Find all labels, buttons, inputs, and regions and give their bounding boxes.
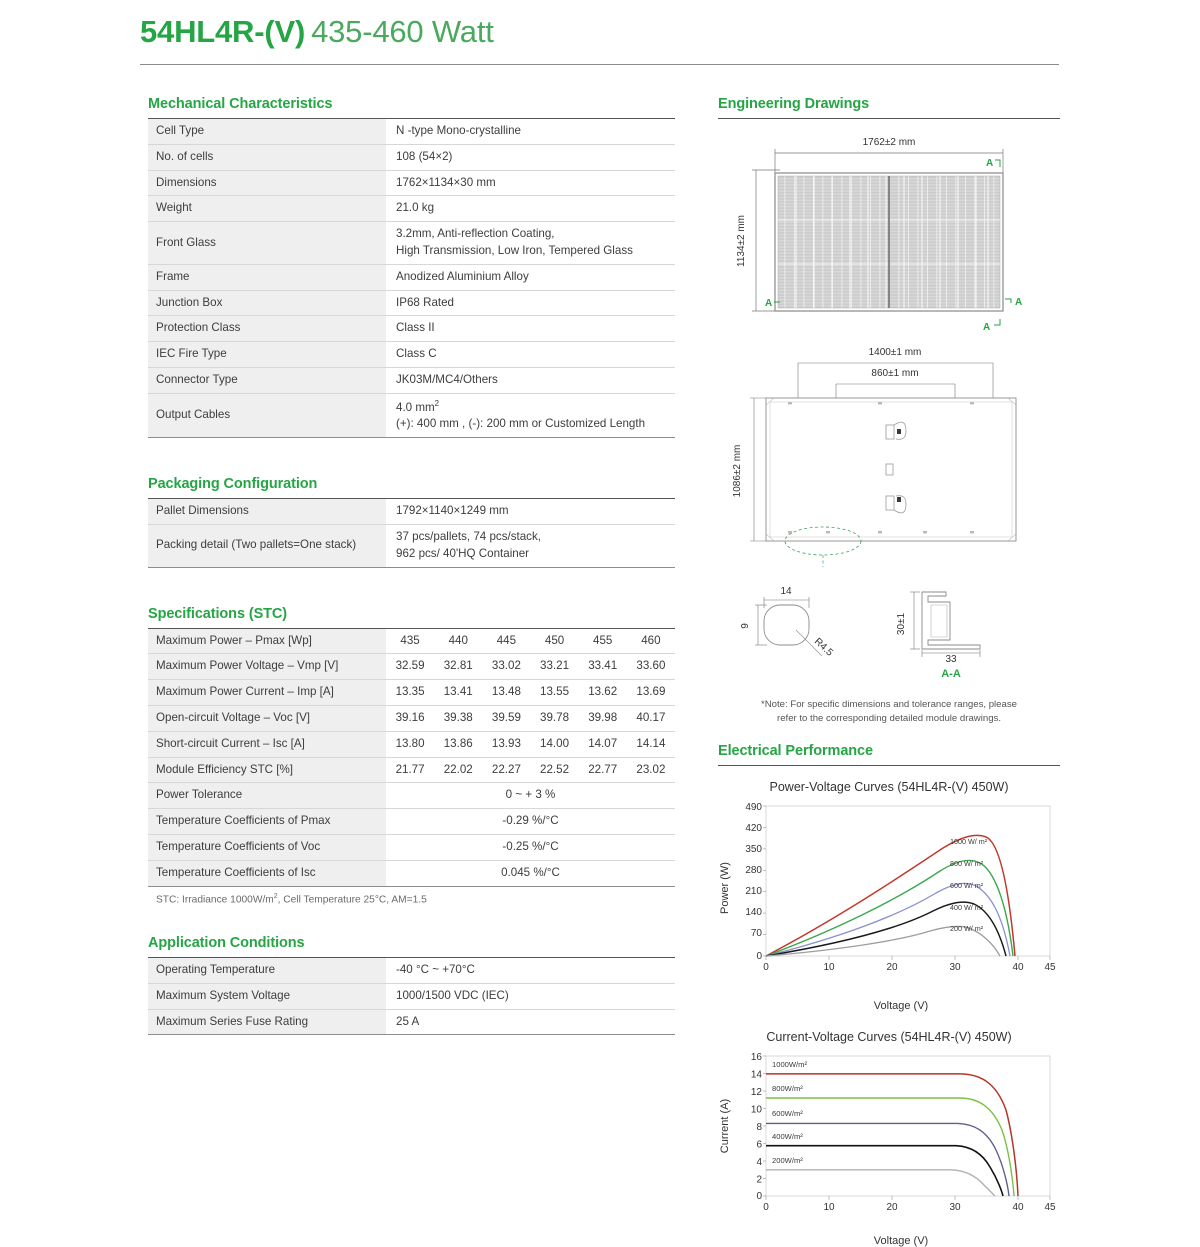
pv-chart-title: Power-Voltage Curves (54HL4R-(V) 450W): [769, 779, 1009, 794]
value-line-2: High Transmission, Low Iron, Tempered Glass: [396, 243, 633, 257]
iv-ytick: 8: [756, 1121, 762, 1133]
cell-value: 13.62: [579, 680, 627, 706]
iv-label-800: 800W/m²: [772, 1083, 803, 1093]
pv-ytick: 140: [745, 906, 762, 918]
electrical-divider: [718, 765, 1060, 766]
row-value: 108 (54×2): [386, 144, 675, 170]
frame-width-dim: 33: [945, 654, 957, 665]
cell-value: 14.07: [579, 731, 627, 757]
table-row: [148, 706, 675, 732]
cell-value: 440: [434, 628, 482, 654]
row-label: Dimensions: [148, 170, 386, 196]
table-row: [148, 316, 675, 342]
superscript: 2: [434, 398, 440, 408]
cell-value: 14.14: [627, 731, 675, 757]
packaging-heading: Packaging Configuration: [148, 476, 318, 493]
hole-radius-dim: R4.5: [811, 636, 835, 659]
hole-width-dim: 14: [780, 586, 792, 597]
cell-value: 22.27: [482, 757, 530, 783]
superscript: 2: [273, 892, 278, 900]
iv-ytick: 16: [750, 1051, 762, 1063]
table-row: [148, 628, 675, 654]
pv-xtick: 45: [1044, 961, 1056, 973]
row-value: IP68 Rated: [386, 290, 675, 316]
left-column: [148, 96, 675, 1035]
detail-svg: [718, 578, 1060, 683]
table-row: [148, 860, 675, 886]
table-row: [148, 170, 675, 196]
row-label: IEC Fire Type: [148, 342, 386, 368]
spacer: [148, 438, 675, 476]
cell-value: 14.00: [530, 731, 578, 757]
specifications-table: [148, 628, 675, 887]
detail-drawings: [718, 578, 1060, 688]
row-value: 21.0 kg: [386, 196, 675, 222]
cell-value: 23.02: [627, 757, 675, 783]
table-row: [148, 1009, 675, 1035]
row-value: [386, 393, 675, 437]
rear-height-dim: 1086±2 mm: [732, 444, 743, 498]
row-label: Module Efficiency STC [%]: [148, 757, 386, 783]
value-line-1: 3.2mm, Anti-reflection Coating,: [396, 227, 555, 241]
iv-xtick: 0: [763, 1201, 769, 1213]
pv-xlabel: Voltage (V): [873, 999, 929, 1012]
cell-value: 32.59: [386, 654, 434, 680]
watt-range: 435-460 Watt: [311, 14, 494, 49]
iv-xtick: 30: [949, 1201, 961, 1213]
row-label: Maximum Power – Pmax [Wp]: [148, 628, 386, 654]
mechanical-heading: Mechanical Characteristics: [148, 96, 333, 112]
table-row: [148, 499, 675, 525]
section-marker-a-top: A: [986, 158, 994, 169]
row-label: Maximum Series Fuse Rating: [148, 1009, 386, 1035]
iv-xtick: 40: [1012, 1201, 1024, 1213]
cell-value: 0 ~ + 3 %: [386, 783, 675, 809]
frame-height-dim: 30±1: [896, 612, 907, 636]
table-row: [148, 834, 675, 860]
cell-value: 39.98: [579, 706, 627, 732]
application-heading: Application Conditions: [148, 934, 305, 951]
hole-height-dim: 9: [740, 623, 751, 629]
iv-ylabel: Current (A): [719, 1098, 731, 1153]
table-row: [148, 757, 675, 783]
pv-ytick: 490: [745, 801, 762, 813]
spacer: [148, 905, 675, 935]
cell-value: 460: [627, 628, 675, 654]
row-label: Weight: [148, 196, 386, 222]
pv-label-800: 800 W/ m²: [950, 858, 984, 868]
section-label-aa: A-A: [941, 668, 961, 680]
cell-value: 13.48: [482, 680, 530, 706]
row-label: Short-circuit Current – Isc [A]: [148, 731, 386, 757]
row-label: Temperature Coefficients of Isc: [148, 860, 386, 886]
row-label: Pallet Dimensions: [148, 499, 386, 525]
row-label: Temperature Coefficients of Pmax: [148, 809, 386, 835]
iv-label-200: 200W/m²: [772, 1155, 803, 1165]
row-label: Junction Box: [148, 290, 386, 316]
packaging-section: [148, 476, 675, 567]
pv-ytick: 210: [745, 885, 762, 897]
row-label: Operating Temperature: [148, 957, 386, 983]
table-row: [148, 809, 675, 835]
pv-ytick: 350: [745, 843, 762, 855]
iv-ytick: 4: [756, 1156, 762, 1168]
table-row: [148, 783, 675, 809]
mechanical-table: [148, 118, 675, 438]
cell-value: 33.21: [530, 654, 578, 680]
section-marker-a-bottom: A: [983, 322, 991, 333]
table-row: [148, 144, 675, 170]
pv-label-600: 600 W/ m²: [950, 880, 984, 890]
row-value: Class II: [386, 316, 675, 342]
iv-chart-title: Current-Voltage Curves (54HL4R-(V) 450W): [766, 1029, 1012, 1044]
iv-xtick: 20: [886, 1201, 898, 1213]
front-view-svg: [718, 133, 1060, 338]
cell-value: 13.55: [530, 680, 578, 706]
row-label: Power Tolerance: [148, 783, 386, 809]
table-row: [148, 393, 675, 437]
front-width-dim: 1762±2 mm: [862, 137, 916, 148]
stc-note: STC: Irradiance $1000W/m^2$, Cell Temperature 25°C, AM=1.5: [156, 892, 427, 905]
row-label: Connector Type: [148, 367, 386, 393]
pv-ytick: 70: [750, 927, 762, 939]
table-row: [148, 525, 675, 568]
section-marker-a-right: A: [1015, 297, 1023, 308]
pv-label-1000: 1000 W/ m²: [950, 836, 988, 846]
pv-xtick: 40: [1012, 961, 1024, 973]
table-row: [148, 342, 675, 368]
iv-ytick: 12: [750, 1086, 762, 1098]
cell-value: 39.59: [482, 706, 530, 732]
pv-xtick: 0: [763, 961, 769, 973]
iv-label-400: 400W/m²: [772, 1131, 803, 1141]
cell-value: 21.77: [386, 757, 434, 783]
table-row: [148, 731, 675, 757]
cell-value: 435: [386, 628, 434, 654]
iv-ytick: 0: [756, 1190, 762, 1202]
drawings-note: [718, 698, 1060, 727]
cell-value: 13.80: [386, 731, 434, 757]
specifications-heading: Specifications (STC): [148, 605, 287, 622]
cell-value: 22.77: [579, 757, 627, 783]
front-view-drawing: [718, 133, 1060, 343]
cell-value: 13.93: [482, 731, 530, 757]
pv-chart-svg: [718, 798, 1060, 993]
mechanical-section: [148, 96, 675, 438]
table-row: [148, 222, 675, 265]
table-row: [148, 654, 675, 680]
drawings-divider: [718, 118, 1060, 119]
iv-ytick: 10: [750, 1104, 762, 1116]
row-label: [148, 525, 386, 568]
row-value: -40 °C ~ +70°C: [386, 957, 675, 983]
specifications-section: [148, 606, 675, 905]
cell-value: 445: [482, 628, 530, 654]
value-line-1: 4.0 $mm^2$: [396, 398, 440, 414]
cell-value: 33.02: [482, 654, 530, 680]
cell-value: 22.02: [434, 757, 482, 783]
table-row: [148, 290, 675, 316]
note-line-1: *Note: For specific dimensions and tolerance ranges, please: [761, 699, 1017, 710]
cell-value: 33.41: [579, 654, 627, 680]
row-value: 1792×1140×1249 mm: [386, 499, 675, 525]
row-value: [386, 525, 675, 568]
cell-value: -0.25 %/°C: [386, 834, 675, 860]
row-label: Maximum Power Current – Imp [A]: [148, 680, 386, 706]
header-divider: [140, 64, 1059, 65]
note-line-2: refer to the corresponding detailed module drawings.: [777, 713, 1001, 725]
row-label: Output Cables: [148, 393, 386, 437]
row-value: Class C: [386, 342, 675, 368]
row-label: Open-circuit Voltage – Voc [V]: [148, 706, 386, 732]
table-row: [148, 264, 675, 290]
row-value: N -type Mono-crystalline: [386, 119, 675, 145]
rear-view-svg: [718, 343, 1060, 573]
packaging-table: [148, 498, 675, 567]
current-voltage-chart: [718, 1030, 1060, 1247]
cell-value: 13.69: [627, 680, 675, 706]
row-value: [386, 222, 675, 265]
value-line-2: (+): 400 mm , (-): 200 mm or Customized Length: [396, 417, 646, 431]
row-label: Frame: [148, 264, 386, 290]
label-line-1: Packing detail: [156, 538, 229, 552]
page-title: [140, 14, 1060, 50]
rear-inner-dim: 860±1 mm: [871, 368, 919, 379]
cell-value: 32.81: [434, 654, 482, 680]
row-value: 1000/1500 VDC (IEC): [386, 983, 675, 1009]
cell-value: 450: [530, 628, 578, 654]
table-row: [148, 680, 675, 706]
row-label: Protection Class: [148, 316, 386, 342]
row-value: Anodized Aluminium Alloy: [386, 264, 675, 290]
rear-view-drawing: [718, 343, 1060, 578]
row-label: Maximum System Voltage: [148, 983, 386, 1009]
cell-value: 39.78: [530, 706, 578, 732]
row-value: JK03M/MC4/Others: [386, 367, 675, 393]
electrical-section: [718, 743, 1060, 766]
pv-xtick: 10: [823, 961, 835, 973]
pv-xtick: 30: [949, 961, 961, 973]
cell-value: 33.60: [627, 654, 675, 680]
iv-ytick: 14: [750, 1069, 762, 1081]
value-line-1: 37 pcs/pallets, 74 pcs/stack,: [396, 530, 541, 544]
row-label: No. of cells: [148, 144, 386, 170]
pv-label-400: 400 W/ m²: [950, 902, 984, 912]
cell-value: 13.41: [434, 680, 482, 706]
cell-value: 13.86: [434, 731, 482, 757]
iv-ytick: 2: [756, 1174, 762, 1186]
iv-label-600: 600W/m²: [772, 1108, 803, 1118]
cell-value: 40.17: [627, 706, 675, 732]
cell-value: -0.29 %/°C: [386, 809, 675, 835]
power-voltage-chart: [718, 780, 1060, 1012]
application-table: [148, 957, 675, 1035]
iv-label-1000: 1000W/m²: [772, 1059, 808, 1069]
cell-value: 13.35: [386, 680, 434, 706]
section-marker-a-left: A: [765, 298, 773, 309]
pv-xtick: 20: [886, 961, 898, 973]
pv-ytick: 420: [745, 822, 762, 834]
iv-chart-svg: [718, 1048, 1060, 1228]
pv-label-200: 200 W/ m²: [950, 923, 984, 933]
cell-value: 39.16: [386, 706, 434, 732]
cell-value: 455: [579, 628, 627, 654]
row-label: Cell Type: [148, 119, 386, 145]
iv-xtick: 10: [823, 1201, 835, 1213]
application-section: [148, 935, 675, 1035]
rear-outer-dim: 1400±1 mm: [868, 347, 922, 358]
table-row: [148, 196, 675, 222]
spacer: [148, 568, 675, 606]
table-row: [148, 119, 675, 145]
front-height-dim: 1134±2 mm: [736, 215, 747, 267]
cell-value: 22.52: [530, 757, 578, 783]
pv-ylabel: Power (W): [719, 861, 731, 914]
row-label: Front Glass: [148, 222, 386, 265]
model-name: 54HL4R-(V): [140, 14, 306, 49]
value-line-2: 962 pcs/ 40'HQ Container: [396, 546, 530, 560]
row-label: Maximum Power Voltage – Vmp [V]: [148, 654, 386, 680]
row-label: Temperature Coefficients of Voc: [148, 834, 386, 860]
iv-xtick: 45: [1044, 1201, 1056, 1213]
label-line-2: (Two pallets=One stack): [231, 538, 357, 552]
table-row: [148, 957, 675, 983]
pv-ytick: 280: [745, 864, 762, 876]
iv-ytick: 6: [756, 1139, 762, 1151]
electrical-heading: Electrical Performance: [718, 742, 873, 759]
table-row: [148, 983, 675, 1009]
cell-value: 0.045 %/°C: [386, 860, 675, 886]
table-row: [148, 367, 675, 393]
right-column: [718, 96, 1060, 1247]
cell-value: 39.38: [434, 706, 482, 732]
pv-ytick: 0: [756, 950, 762, 962]
page-header: [140, 14, 1060, 65]
drawings-heading: Engineering Drawings: [718, 96, 870, 112]
row-value: 1762×1134×30 mm: [386, 170, 675, 196]
iv-xlabel: Voltage (V): [873, 1234, 929, 1247]
row-value: 25 A: [386, 1009, 675, 1035]
